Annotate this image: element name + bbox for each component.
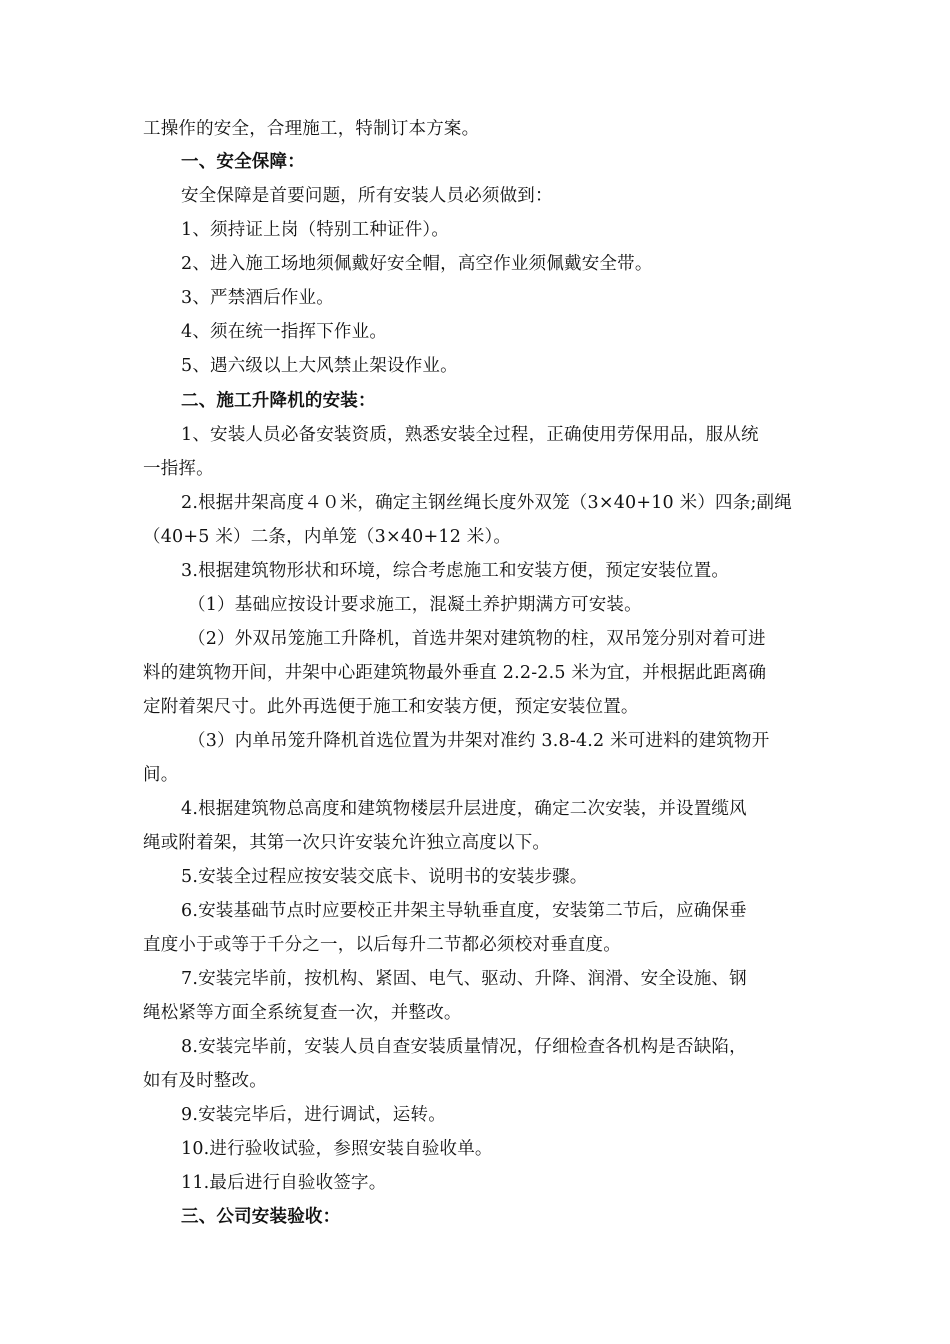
list-item: 2.根据井架高度４０米，确定主钢丝绳长度外双笼（3×40+10 米）四条;副绳 (181, 493, 792, 513)
sub-item: （2）外双吊笼施工升降机，首选井架对建筑物的柱，双吊笼分别对着可进 (188, 629, 766, 649)
paragraph-line: 绳松紧等方面全系统复查一次，并整改。 (143, 1003, 462, 1023)
sub-item: （1）基础应按设计要求施工，混凝土养护期满方可安装。 (188, 595, 642, 615)
list-item: 9.安装完毕后，进行调试，运转。 (181, 1105, 446, 1125)
list-item: 5、遇六级以上大风禁止架设作业。 (181, 356, 458, 376)
paragraph-line: 如有及时整改。 (143, 1071, 267, 1091)
paragraph-line: 绳或附着架，其第一次只许安装允许独立高度以下。 (143, 833, 551, 853)
paragraph-line: 料的建筑物开间，井架中心距建筑物最外垂直 2.2-2.5 米为宜，并根据此距离确 (143, 663, 767, 683)
paragraph-line: 安全保障是首要问题，所有安装人员必须做到： (181, 186, 553, 206)
list-item: 10.进行验收试验，参照安装自验收单。 (181, 1139, 493, 1159)
sub-item: （3）内单吊笼升降机首选位置为井架对准约 3.8-4.2 米可进料的建筑物开 (188, 731, 770, 751)
list-item: 1、安装人员必备安装资质，熟悉安装全过程，正确使用劳保用品，服从统 (181, 425, 759, 445)
list-item: 11.最后进行自验收签字。 (181, 1173, 387, 1193)
list-item: 2、进入施工场地须佩戴好安全帽，高空作业须佩戴安全带。 (181, 254, 653, 274)
paragraph-line: 定附着架尺寸。此外再选便于施工和安装方便，预定安装位置。 (143, 697, 639, 717)
list-item: 4、须在统一指挥下作业。 (181, 322, 388, 342)
list-item: 7.安装完毕前，按机构、紧固、电气、驱动、升降、润滑、安全设施、钢 (181, 969, 747, 989)
list-item: 4.根据建筑物总高度和建筑物楼层升层进度，确定二次安装，并设置缆风 (181, 799, 747, 819)
list-item: 3、严禁酒后作业。 (181, 288, 334, 308)
list-item: 3.根据建筑物形状和环境，综合考虑施工和安装方便，预定安装位置。 (181, 561, 730, 581)
section-heading-acceptance: 三、公司安装验收： (181, 1207, 341, 1227)
section-heading-safety: 一、安全保障： (181, 152, 305, 172)
list-item: 5.安装全过程应按安装交底卡、说明书的安装步骤。 (181, 867, 588, 887)
list-item: 8.安装完毕前，安装人员自查安装质量情况，仔细检查各机构是否缺陷， (181, 1037, 747, 1057)
paragraph-line: 间。 (143, 765, 179, 785)
paragraph-line: 工操作的安全，合理施工，特制订本方案。 (143, 119, 480, 139)
paragraph-line: （40+5 米）二条，内单笼（3×40+12 米）。 (143, 527, 512, 547)
paragraph-line: 直度小于或等于千分之一，以后每升二节都必须校对垂直度。 (143, 935, 621, 955)
list-item: 1、须持证上岗（特别工种证件）。 (181, 220, 450, 240)
section-heading-installation: 二、施工升降机的安装： (181, 391, 376, 411)
list-item: 6.安装基础节点时应要校正井架主导轨垂直度，安装第二节后，应确保垂 (181, 901, 747, 921)
paragraph-line: 一指挥。 (143, 459, 214, 479)
